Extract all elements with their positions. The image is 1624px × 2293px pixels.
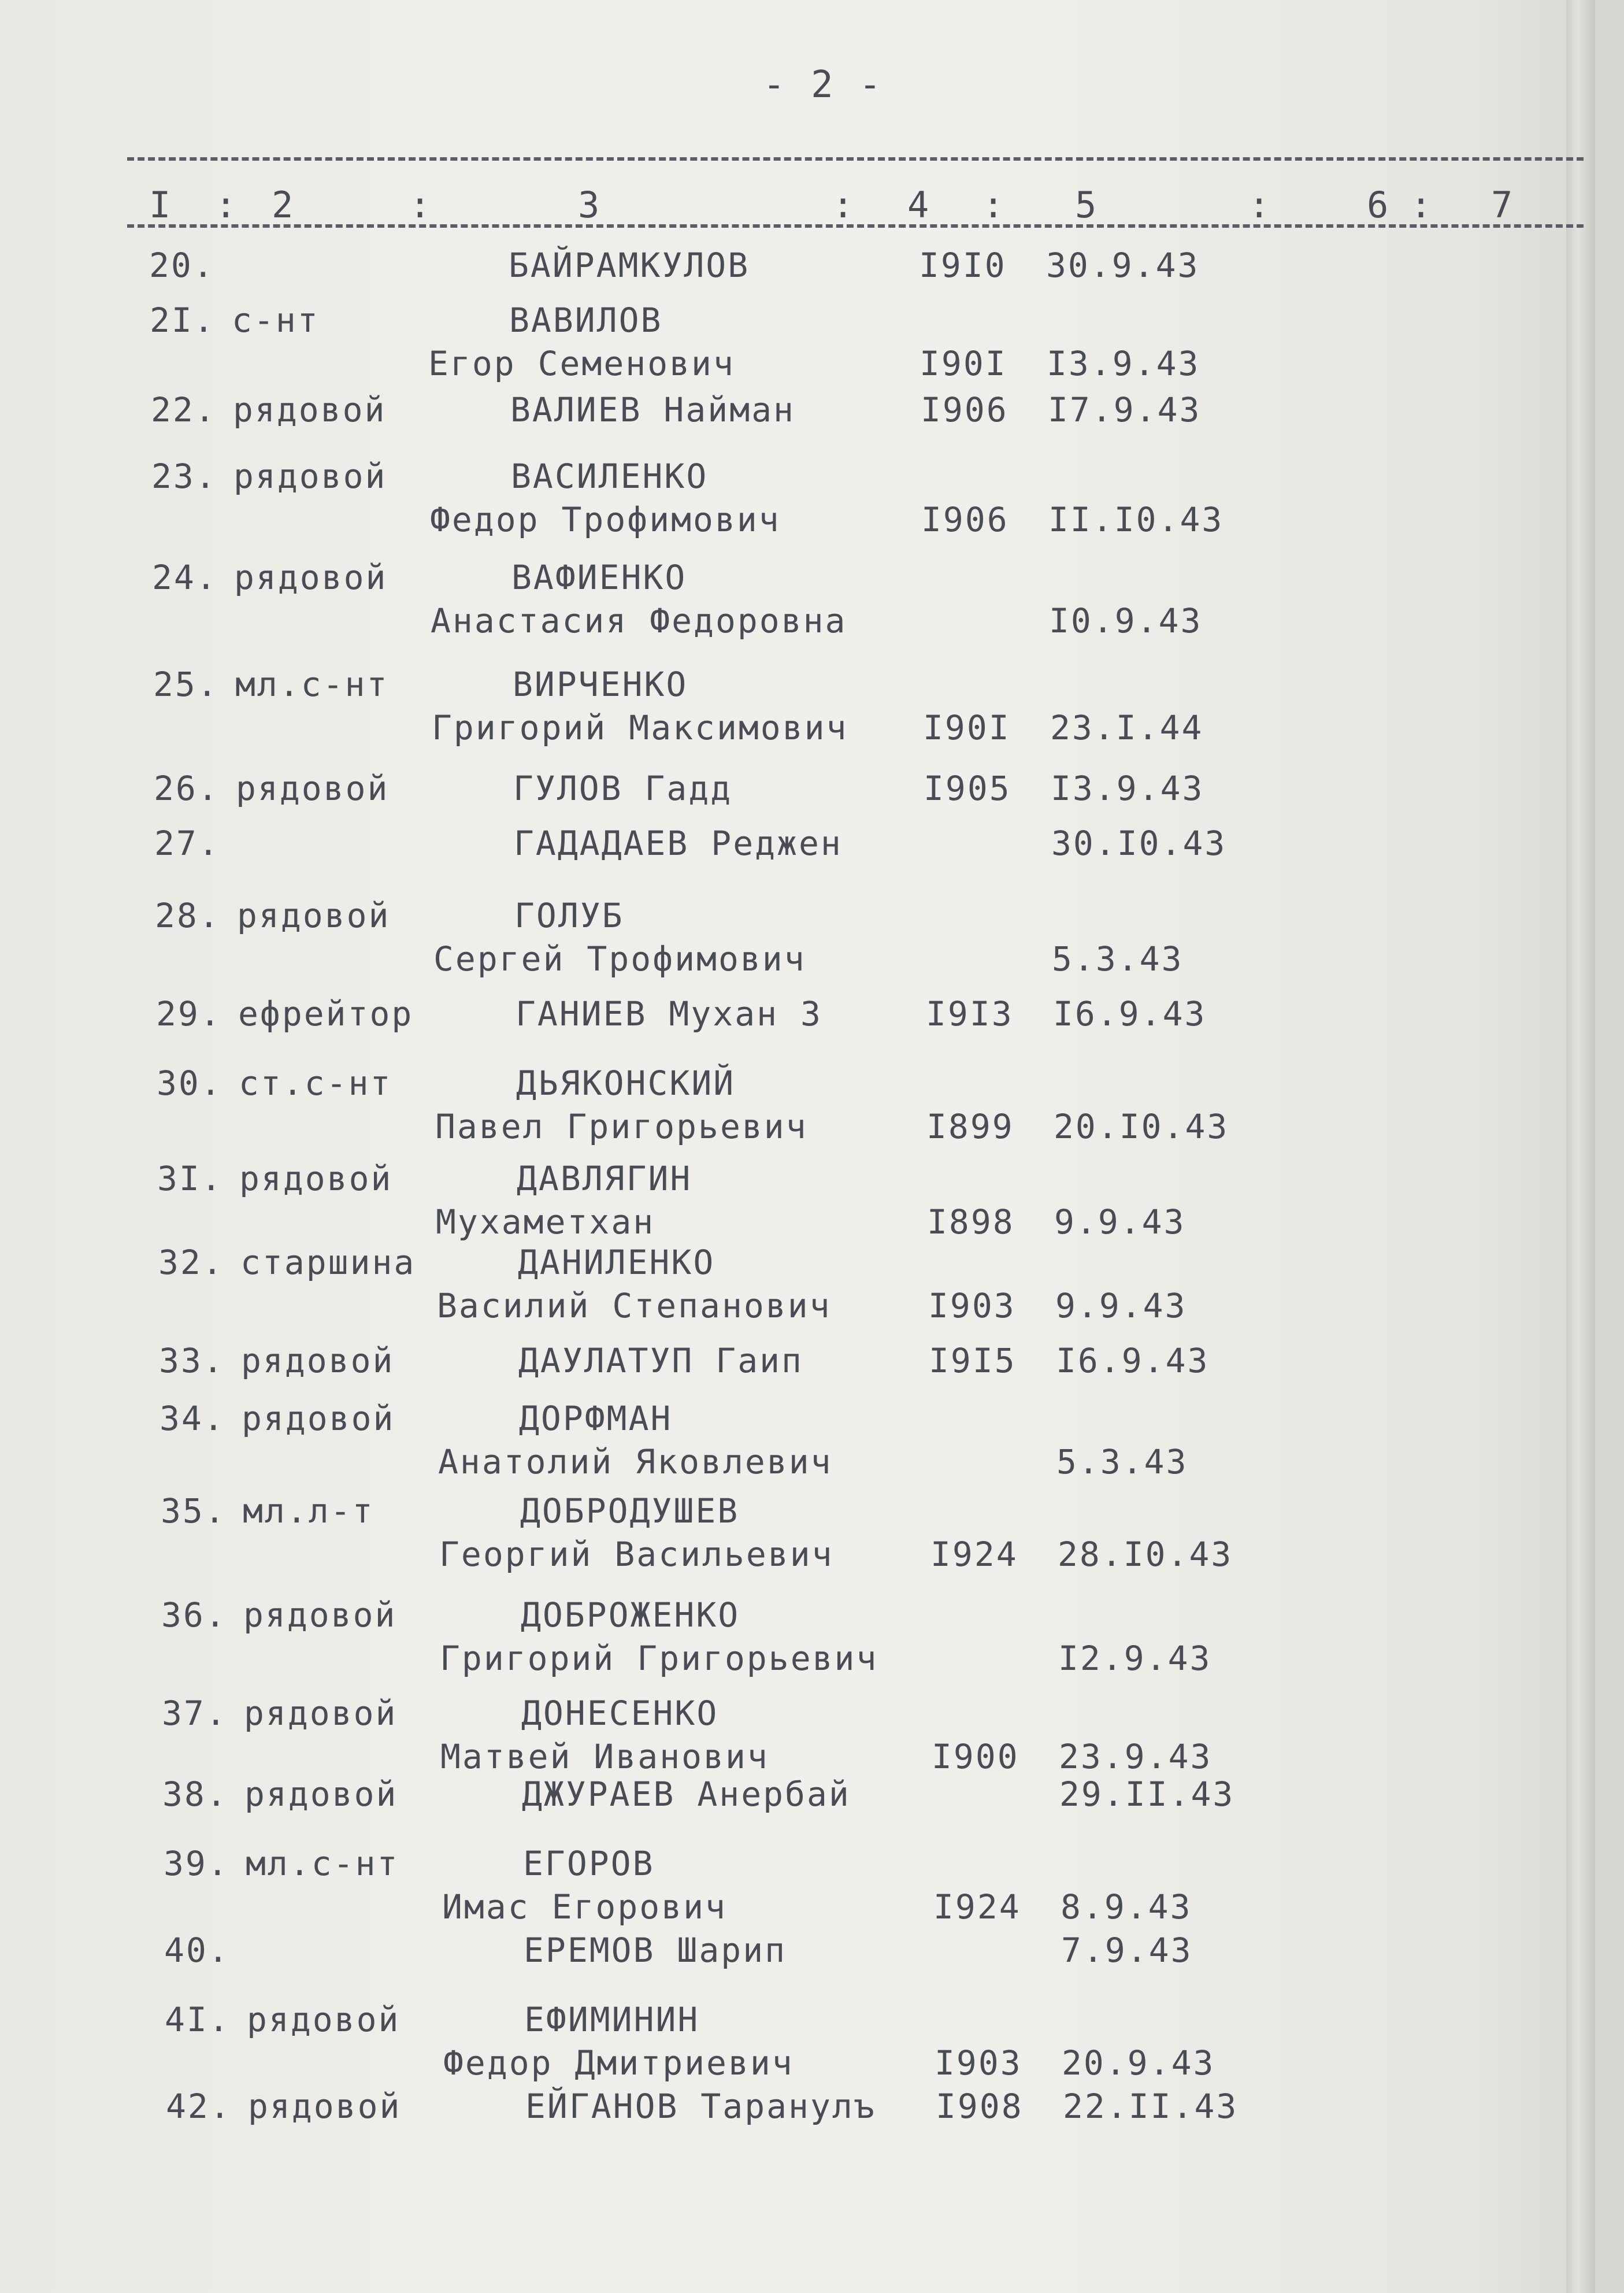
col-separator: :	[215, 184, 239, 226]
entry-given-name: Григорий Максимович	[432, 708, 848, 747]
col-separator: :	[409, 184, 433, 226]
entry-number: 27.	[154, 824, 220, 863]
table-header-bottom-rule	[127, 224, 1584, 228]
entry-rank: мл.л-т	[243, 1491, 375, 1531]
entry-surname: ВАВИЛОВ	[509, 301, 663, 340]
entry-given-name: Григорий Григорьевич	[440, 1639, 878, 1678]
entry-birth-year: I90I	[919, 344, 1007, 383]
entry-given-name: Анастасия Федоровна	[431, 601, 847, 640]
entry-date: 30.9.43	[1046, 246, 1200, 285]
entry-surname: БАЙРАМКУЛОВ	[509, 246, 750, 285]
list-row	[0, 2087, 1595, 2202]
entry-surname: ЕГОРОВ	[523, 1844, 655, 1883]
entry-date: 20.I0.43	[1054, 1107, 1229, 1146]
entry-number: 29.	[156, 994, 222, 1033]
col-separator: :	[832, 184, 856, 226]
entry-date: 23.I.44	[1050, 708, 1204, 747]
entry-number: 36.	[161, 1595, 227, 1635]
entry-surname: ДОБРОЖЕНКО	[521, 1595, 740, 1635]
entry-number: 30.	[157, 1064, 223, 1103]
entry-number: 38.	[162, 1775, 228, 1814]
col-header-6: 6	[1367, 184, 1391, 226]
entry-number: 33.	[159, 1341, 225, 1380]
entry-surname: ДАНИЛЕНКО	[518, 1243, 715, 1282]
entry-given-name: Имас Егорович	[442, 1887, 727, 1927]
entry-number: 2I.	[150, 301, 216, 340]
entry-surname: ДЖУРАЕВ Анербай	[522, 1775, 851, 1814]
entry-date: I3.9.43	[1051, 769, 1204, 808]
entry-rank: рядовой	[247, 2000, 401, 2039]
entry-birth-year: I906	[921, 500, 1009, 539]
entry-rank: рядовой	[233, 390, 387, 429]
entry-birth-year: I900	[932, 1737, 1019, 1776]
entry-rank: старшина	[240, 1243, 416, 1282]
entry-date: 23.9.43	[1059, 1737, 1213, 1776]
col-header-7: 7	[1491, 184, 1515, 226]
entry-number: 24.	[152, 558, 218, 597]
entry-surname: ЕЙГАНОВ Таранулъ	[525, 2087, 876, 2126]
list-row	[0, 1491, 1595, 1607]
entry-rank: рядовой	[241, 1341, 395, 1380]
col-header-2: 2	[272, 184, 295, 226]
entry-number: 32.	[158, 1243, 224, 1282]
entry-date: 7.9.43	[1061, 1931, 1193, 1970]
entry-surname: ГУЛОВ Гадд	[513, 769, 733, 808]
col-separator: :	[1410, 184, 1434, 226]
page-number: - 2 -	[763, 64, 883, 106]
entry-rank: рядовой	[236, 769, 390, 808]
entry-number: 40.	[164, 1931, 230, 1970]
entry-date: 20.9.43	[1062, 2043, 1215, 2083]
entry-surname: ЕРЕМОВ Шарип	[524, 1931, 787, 1970]
entry-date: I6.9.43	[1056, 1341, 1210, 1380]
col-separator: :	[1248, 184, 1272, 226]
entry-rank: мл.с-нт	[235, 665, 389, 704]
entry-surname: ДАВЛЯГИН	[517, 1159, 692, 1198]
entry-birth-year: I906	[921, 390, 1008, 429]
col-header-4: 4	[907, 184, 931, 226]
entry-birth-year: I898	[927, 1202, 1015, 1242]
col-header-1: I	[149, 184, 173, 226]
entry-surname: ГАНИЕВ Мухан З	[516, 994, 822, 1033]
entry-given-name: Егор Семенович	[428, 344, 735, 383]
entry-given-name: Федор Дмитриевич	[443, 2043, 794, 2083]
entry-rank: рядовой	[242, 1399, 395, 1438]
entry-date: I6.9.43	[1053, 994, 1207, 1033]
entry-number: 25.	[153, 665, 219, 704]
entry-number: 3I.	[157, 1159, 223, 1198]
entry-rank: мл.с-нт	[246, 1844, 399, 1883]
entry-rank: рядовой	[234, 558, 388, 597]
entry-surname: ДОНЕСЕНКО	[521, 1694, 719, 1733]
entry-birth-year: I9I0	[919, 246, 1007, 285]
entry-birth-year: I924	[933, 1887, 1021, 1927]
col-header-3: 3	[578, 184, 602, 226]
entry-rank: ст.с-нт	[239, 1064, 392, 1103]
entry-birth-year: I903	[928, 1286, 1016, 1325]
list-row	[0, 558, 1595, 673]
entry-birth-year: I9I5	[929, 1341, 1017, 1380]
entry-birth-year: I899	[926, 1107, 1014, 1146]
entry-given-name: Василий Степанович	[437, 1286, 832, 1325]
entry-date: II.I0.43	[1048, 500, 1224, 539]
entry-date: 9.9.43	[1055, 1286, 1187, 1325]
entry-birth-year: I905	[924, 769, 1011, 808]
entry-number: 20.	[149, 246, 215, 285]
entry-rank: рядовой	[243, 1595, 397, 1635]
entry-number: 28.	[155, 896, 221, 935]
entry-date: I2.9.43	[1058, 1639, 1212, 1678]
entry-date: 29.II.43	[1059, 1775, 1235, 1814]
entry-number: 42.	[166, 2087, 232, 2126]
entry-number: 39.	[164, 1844, 229, 1883]
entry-surname: ДОБРОДУШЕВ	[520, 1491, 740, 1531]
col-header-5: 5	[1075, 184, 1099, 226]
entry-rank: ефрейтор	[238, 994, 414, 1033]
entry-rank: рядовой	[237, 896, 391, 935]
table-header-top-rule	[127, 157, 1584, 161]
entry-date: 8.9.43	[1061, 1887, 1192, 1927]
entry-birth-year: I908	[936, 2087, 1024, 2126]
entry-number: 23.	[151, 457, 217, 496]
entry-date: 9.9.43	[1054, 1202, 1186, 1242]
entry-number: 37.	[162, 1694, 228, 1733]
entry-rank: рядовой	[248, 2087, 402, 2126]
entry-surname: ВИРЧЕНКО	[513, 665, 688, 704]
entry-date: I3.9.43	[1047, 344, 1200, 383]
entry-number: 35.	[161, 1491, 227, 1531]
entry-rank: рядовой	[244, 1694, 398, 1733]
entry-surname: ГАДАДАЕВ Реджен	[514, 824, 843, 863]
entry-given-name: Федор Трофимович	[430, 500, 781, 539]
entry-date: I7.9.43	[1048, 390, 1202, 429]
entry-surname: ДОРФМАН	[519, 1399, 673, 1438]
entry-birth-year: I903	[935, 2043, 1022, 2083]
entry-surname: ЕФИМИНИН	[524, 2000, 700, 2039]
entry-date: 22.II.43	[1063, 2087, 1239, 2126]
entry-given-name: Матвей Иванович	[440, 1737, 769, 1776]
entry-birth-year: I924	[930, 1535, 1018, 1574]
entry-given-name: Павел Григорьевич	[435, 1107, 808, 1146]
entry-birth-year: I90I	[923, 708, 1011, 747]
entry-rank: рядовой	[233, 457, 387, 496]
entry-given-name: Мухаметхан	[436, 1202, 655, 1242]
entry-surname: ДЬЯКОНСКИЙ	[516, 1064, 736, 1103]
entry-rank: с-нт	[232, 301, 320, 340]
entry-number: 4I.	[165, 2000, 231, 2039]
entry-date: 28.I0.43	[1058, 1535, 1233, 1574]
entry-date: 5.3.43	[1052, 939, 1184, 979]
entry-given-name: Анатолий Яковлевич	[438, 1442, 833, 1481]
entry-date: I0.9.43	[1049, 601, 1203, 640]
col-separator: :	[982, 184, 1006, 226]
entry-rank: рядовой	[244, 1775, 398, 1814]
entry-given-name: Сергей Трофимович	[433, 939, 806, 979]
entry-given-name: Георгий Васильевич	[439, 1535, 834, 1574]
entry-surname: ВАФИЕНКО	[511, 558, 687, 597]
entry-surname: ГОЛУБ	[514, 896, 624, 935]
entry-surname: ДАУЛАТУП Гаип	[518, 1341, 803, 1380]
entry-number: 34.	[160, 1399, 225, 1438]
list-row	[0, 665, 1595, 780]
entry-birth-year: I9I3	[926, 994, 1014, 1033]
list-row	[0, 457, 1595, 572]
entry-rank: рядовой	[239, 1159, 393, 1198]
entry-number: 22.	[151, 390, 217, 429]
entry-number: 26.	[154, 769, 220, 808]
entry-surname: ВАЛИЕВ Найман	[510, 390, 795, 429]
entry-surname: ВАСИЛЕНКО	[511, 457, 709, 496]
entry-date: 30.I0.43	[1051, 824, 1227, 863]
entry-date: 5.3.43	[1056, 1442, 1188, 1481]
